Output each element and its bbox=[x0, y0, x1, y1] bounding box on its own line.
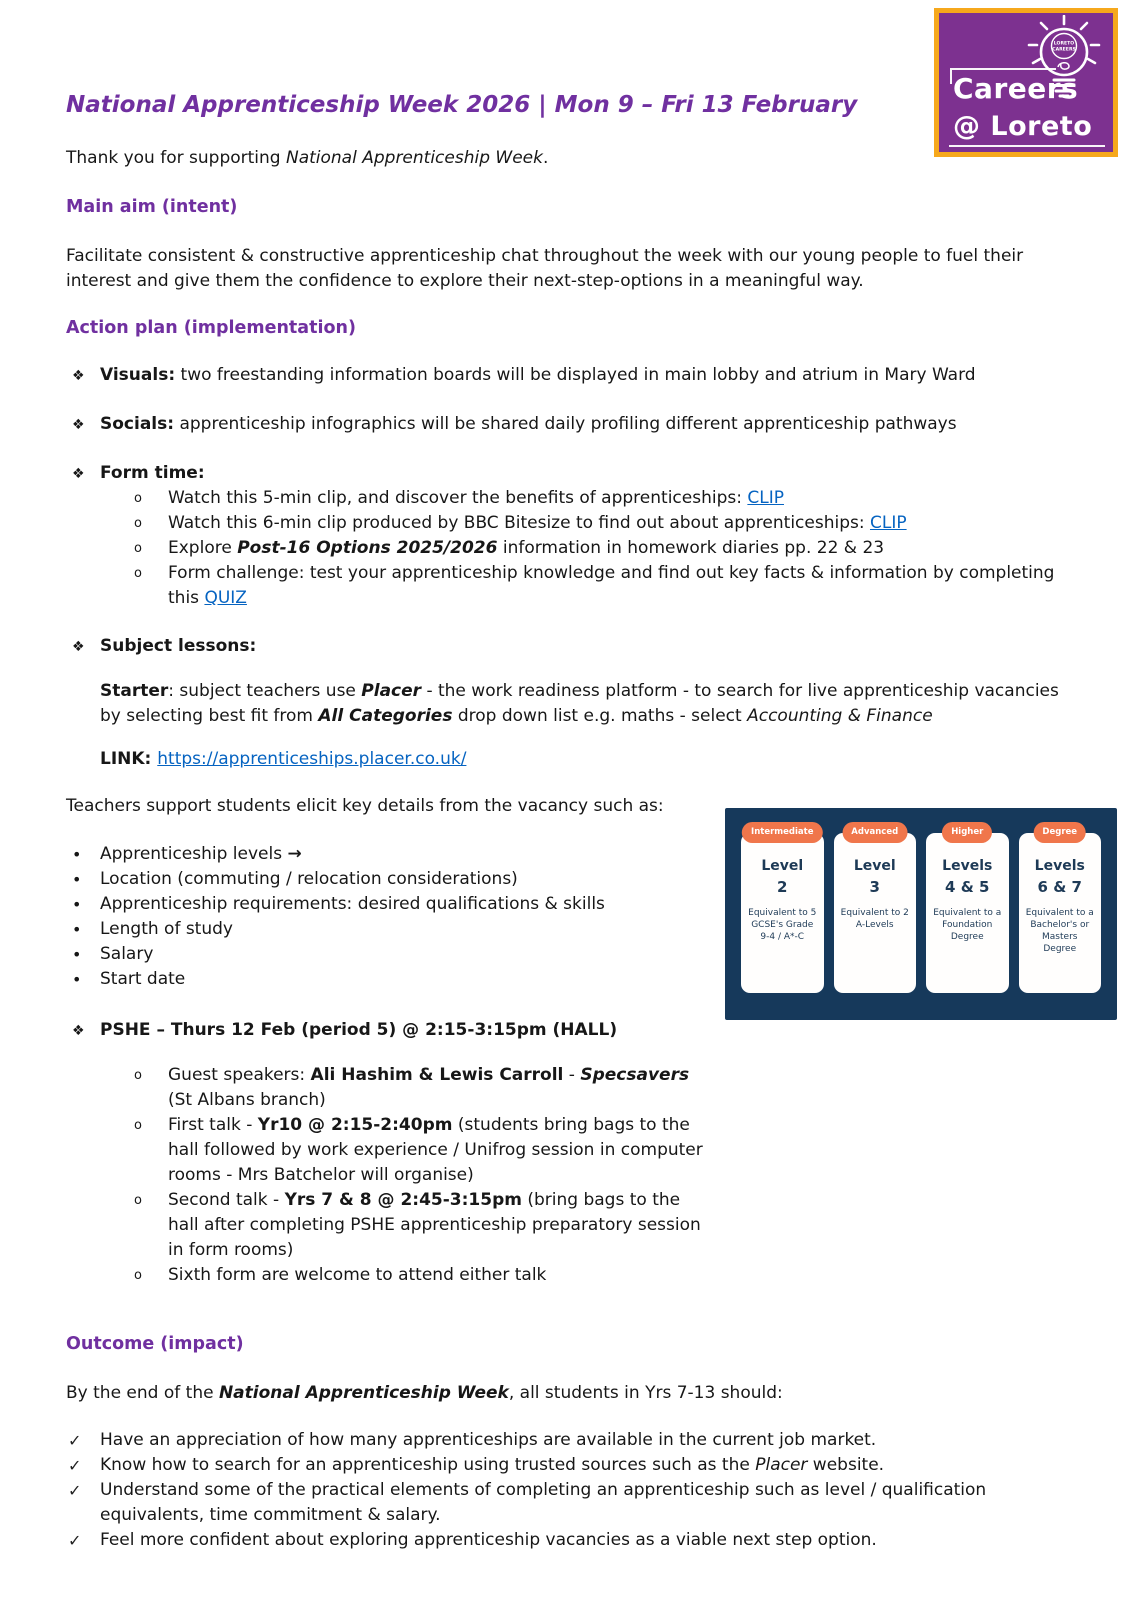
text-segment: → bbox=[287, 844, 302, 864]
disc-bullet-icon: • bbox=[72, 895, 82, 914]
circle-bullet-icon: o bbox=[134, 541, 142, 556]
text-segment: Placer bbox=[755, 1455, 808, 1475]
level-word: Level bbox=[761, 858, 804, 874]
text-segment: : subject teachers use bbox=[168, 681, 362, 701]
heading-main-aim: Main aim (intent) bbox=[66, 197, 238, 217]
text-segment: National Apprenticeship Week bbox=[285, 148, 543, 168]
form-time-item-4 bbox=[168, 561, 1067, 611]
list-item-form-time bbox=[72, 461, 1067, 611]
text-segment: Thank you for supporting bbox=[66, 148, 286, 168]
list-item bbox=[72, 892, 711, 917]
list-item bbox=[68, 1453, 1067, 1478]
text-segment: Form challenge: test your apprenticeship knowledge and find out key facts & information by completing this bbox=[168, 563, 1055, 608]
circle-bullet-icon: o bbox=[134, 1193, 142, 1208]
text-segment: By the end of the bbox=[66, 1383, 219, 1403]
text-segment: Location (commuting / relocation considerations) bbox=[100, 869, 518, 889]
level-badge: Advanced bbox=[842, 822, 907, 843]
careers-loreto-logo bbox=[934, 8, 1118, 157]
form-time-item-2 bbox=[168, 511, 1067, 536]
logo-text-at-loreto: @ Loreto bbox=[953, 111, 1093, 142]
subject-lessons-label: Subject lessons: bbox=[100, 636, 257, 656]
vacancy-lead: Teachers support students elicit key details from the vacancy such as: bbox=[66, 796, 664, 816]
circle-bullet-icon: o bbox=[134, 491, 142, 506]
vacancy-bullet-requirements bbox=[100, 892, 711, 917]
diamond-bullet-icon: ❖ bbox=[72, 417, 85, 433]
text-segment: Watch this 6-min clip produced by BBC Bitesize to find out about apprenticeships: bbox=[168, 513, 870, 533]
form-time-item-1 bbox=[168, 486, 1067, 511]
text-segment: Apprenticeship levels bbox=[100, 844, 288, 864]
outcome-check-4 bbox=[100, 1528, 1067, 1553]
outcome-lead bbox=[66, 1381, 1067, 1406]
level-card-intermediate bbox=[741, 827, 824, 993]
check-icon: ✓ bbox=[68, 1456, 82, 1475]
pshe-section bbox=[66, 1018, 1067, 1288]
vacancy-bullet-levels bbox=[100, 842, 711, 867]
circle-bullet-icon: o bbox=[134, 566, 142, 581]
intro-paragraph bbox=[66, 146, 1067, 171]
text-segment: Feel more confident about exploring apprenticeship vacancies as a viable next step option. bbox=[100, 1530, 877, 1550]
text-segment: - bbox=[563, 1065, 581, 1085]
vacancy-bullet-salary bbox=[100, 942, 711, 967]
diamond-bullet-icon: ❖ bbox=[72, 639, 85, 655]
text-segment: Yr10 @ 2:15-2:40pm bbox=[257, 1115, 453, 1135]
level-number: 3 bbox=[869, 878, 880, 896]
list-item-socials bbox=[72, 412, 1067, 438]
text-segment: Watch this 5-min clip, and discover the benefits of apprenticeships: bbox=[168, 488, 748, 508]
outcome-check-2 bbox=[100, 1453, 1067, 1478]
diamond-bullet-icon: ❖ bbox=[72, 368, 85, 384]
logo-text-careers: Careers bbox=[953, 72, 1079, 105]
text-segment: Second talk - bbox=[168, 1190, 285, 1210]
list-item bbox=[100, 536, 1067, 561]
heading-action-plan: Action plan (implementation) bbox=[66, 318, 356, 338]
disc-bullet-icon: • bbox=[72, 870, 82, 889]
text-segment: Explore bbox=[168, 538, 238, 558]
disc-bullet-icon: • bbox=[72, 845, 82, 864]
list-item bbox=[72, 967, 711, 992]
level-card-advanced bbox=[834, 827, 917, 993]
pshe-item-guest-speakers bbox=[168, 1063, 711, 1113]
pshe-item-first-talk bbox=[168, 1113, 711, 1188]
level-badge: Intermediate bbox=[742, 822, 822, 843]
text-segment: LINK: bbox=[100, 749, 158, 769]
vacancy-bullet-start-date bbox=[100, 967, 711, 992]
pshe-sublist bbox=[100, 1063, 711, 1288]
list-item bbox=[72, 917, 711, 942]
list-item-subject-lessons bbox=[72, 634, 1067, 772]
text-segment: information in homework diaries pp. 22 & 23 bbox=[497, 538, 885, 558]
list-item bbox=[72, 842, 711, 867]
form-time-item-3 bbox=[168, 536, 1067, 561]
list-item bbox=[68, 1428, 1067, 1453]
main-aim-paragraph: Facilitate consistent & constructive apprenticeship chat throughout the week with our young people to fuel their interest and give them the confidence to explore their next-step-options in a meaningful way. bbox=[66, 246, 1024, 291]
disc-bullet-icon: • bbox=[72, 920, 82, 939]
diamond-bullet-icon: ❖ bbox=[72, 466, 85, 482]
list-item bbox=[100, 1188, 711, 1263]
level-badge: Degree bbox=[1033, 822, 1086, 843]
hyperlink[interactable]: CLIP bbox=[747, 488, 784, 508]
logo-underline bbox=[949, 145, 1105, 147]
text-segment: apprenticeship infographics will be shared daily profiling different apprenticeship pathways bbox=[174, 414, 957, 434]
pshe-item-second-talk bbox=[168, 1188, 711, 1263]
vacancy-bullet-length bbox=[100, 917, 711, 942]
circle-bullet-icon: o bbox=[134, 1268, 142, 1283]
placer-link-line bbox=[100, 747, 1067, 772]
text-segment: Understand some of the practical elements of completing an apprenticeship such as level / qualification equivalents, time commitment & salary. bbox=[100, 1480, 987, 1525]
socials-text bbox=[100, 412, 1067, 438]
list-item bbox=[100, 1113, 711, 1188]
list-item bbox=[100, 511, 1067, 536]
level-word: Levels bbox=[1034, 858, 1085, 874]
form-time-label: Form time: bbox=[100, 463, 205, 483]
outcome-check-1 bbox=[100, 1428, 1067, 1453]
hyperlink[interactable]: QUIZ bbox=[204, 588, 247, 608]
action-plan-list bbox=[66, 363, 1067, 772]
text-segment: website. bbox=[807, 1455, 885, 1475]
text-segment: Placer bbox=[361, 681, 422, 701]
text-segment: Know how to search for an apprenticeship using trusted sources such as the bbox=[100, 1455, 756, 1475]
list-item bbox=[72, 942, 711, 967]
pshe-heading bbox=[100, 1018, 711, 1043]
visuals-text bbox=[100, 363, 1067, 389]
text-segment: Guest speakers: bbox=[168, 1065, 311, 1085]
text-segment: . bbox=[542, 148, 549, 168]
page-title: National Apprenticeship Week 2026 | Mon 9 – Fri 13 February bbox=[66, 92, 858, 118]
pshe-item-sixth-form bbox=[168, 1263, 711, 1288]
level-badge: Higher bbox=[942, 822, 992, 843]
check-icon: ✓ bbox=[68, 1481, 82, 1500]
list-item-pshe bbox=[72, 1018, 711, 1288]
list-item bbox=[100, 486, 1067, 511]
list-item bbox=[68, 1528, 1067, 1553]
apprenticeship-levels-graphic bbox=[725, 808, 1117, 1020]
level-number: 4 & 5 bbox=[945, 878, 990, 896]
text-segment: drop down list e.g. maths - select bbox=[452, 706, 748, 726]
text-segment: Length of study bbox=[100, 919, 233, 939]
level-card-higher bbox=[926, 827, 1009, 993]
vacancy-bullet-location bbox=[100, 867, 711, 892]
text-segment: PSHE – Thurs 12 Feb (period 5) @ 2:15-3:15pm (HALL) bbox=[100, 1020, 618, 1040]
text-segment: Specsavers bbox=[580, 1065, 690, 1085]
text-segment: (St Albans branch) bbox=[168, 1090, 326, 1110]
text-segment: - the work readiness platform - to search for live apprenticeship vacancies by selecting best fit from bbox=[100, 681, 1059, 726]
vacancy-section bbox=[66, 794, 1094, 992]
text-segment: (students bring bags to the hall followed by work experience / Unifrog session in computer rooms - Mrs Batchelor will organise) bbox=[168, 1115, 703, 1185]
text-segment: Accounting & Finance bbox=[747, 706, 933, 726]
form-time-sublist bbox=[100, 486, 1067, 611]
level-number: 2 bbox=[777, 878, 788, 896]
level-word: Levels bbox=[942, 858, 993, 874]
text-segment: Have an appreciation of how many apprenticeships are available in the current job market. bbox=[100, 1430, 877, 1450]
level-card-degree bbox=[1019, 827, 1102, 993]
level-word: Level bbox=[853, 858, 896, 874]
text-segment: Sixth form are welcome to attend either talk bbox=[168, 1265, 547, 1285]
list-item bbox=[100, 1063, 711, 1113]
text-segment: Starter bbox=[100, 681, 169, 701]
list-item bbox=[72, 867, 711, 892]
level-description: Equivalent to a Bachelor's or Masters Degree bbox=[1025, 908, 1094, 954]
list-item bbox=[68, 1478, 1067, 1528]
list-item bbox=[100, 1263, 711, 1288]
check-icon: ✓ bbox=[68, 1531, 82, 1550]
bulb-label-line2: CAREERS bbox=[1052, 47, 1076, 53]
text-segment: Visuals: bbox=[100, 365, 176, 385]
disc-bullet-icon: • bbox=[72, 945, 82, 964]
outcome-checklist bbox=[66, 1428, 1067, 1553]
text-segment: Salary bbox=[100, 944, 154, 964]
hyperlink[interactable]: CLIP bbox=[869, 513, 907, 533]
text-segment: National Apprenticeship Week bbox=[218, 1383, 509, 1403]
outcome-check-3 bbox=[100, 1478, 1067, 1528]
diamond-bullet-icon: ❖ bbox=[72, 1023, 85, 1039]
hyperlink[interactable]: https://apprenticeships.placer.co.uk/ bbox=[157, 749, 467, 769]
circle-bullet-icon: o bbox=[134, 1068, 142, 1083]
bulb-label-line1: LORETO bbox=[1053, 41, 1075, 47]
level-description: Equivalent to 2 A-Levels bbox=[840, 908, 909, 930]
level-description: Equivalent to 5 GCSE's Grade 9-4 / A*-C bbox=[748, 908, 817, 942]
disc-bullet-icon: • bbox=[72, 970, 82, 989]
list-item-visuals bbox=[72, 363, 1067, 389]
level-number: 6 & 7 bbox=[1037, 878, 1082, 896]
heading-outcome: Outcome (impact) bbox=[66, 1334, 244, 1354]
text-segment: , all students in Yrs 7-13 should: bbox=[508, 1383, 783, 1403]
starter-paragraph bbox=[100, 679, 1067, 729]
circle-bullet-icon: o bbox=[134, 516, 142, 531]
text-segment: Yrs 7 & 8 @ 2:45-3:15pm bbox=[284, 1190, 522, 1210]
text-segment: Ali Hashim & Lewis Carroll bbox=[310, 1065, 564, 1085]
circle-bullet-icon: o bbox=[134, 1118, 142, 1133]
text-segment: Post-16 Options 2025/2026 bbox=[237, 538, 498, 558]
text-segment: (bring bags to the hall after completing PSHE apprenticeship preparatory session in form rooms) bbox=[168, 1190, 701, 1260]
text-segment: Apprenticeship requirements: desired qualifications & skills bbox=[100, 894, 605, 914]
text-segment: All Categories bbox=[318, 706, 453, 726]
level-description: Equivalent to a Foundation Degree bbox=[933, 908, 1002, 942]
text-segment: First talk - bbox=[168, 1115, 258, 1135]
list-item bbox=[100, 561, 1067, 611]
text-segment: Socials: bbox=[100, 414, 175, 434]
text-segment: Start date bbox=[100, 969, 186, 989]
check-icon: ✓ bbox=[68, 1431, 82, 1450]
text-segment: two freestanding information boards will be displayed in main lobby and atrium in Mary Ward bbox=[175, 365, 976, 385]
